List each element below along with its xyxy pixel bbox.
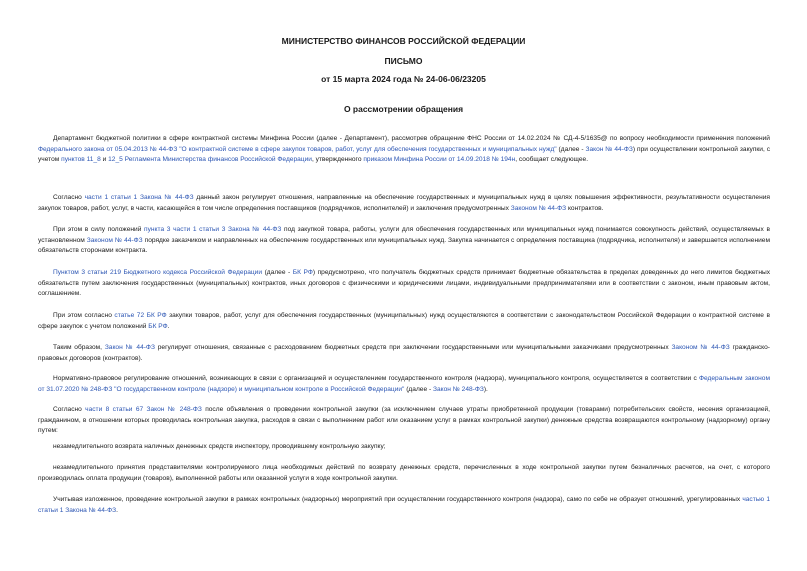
link-art72-budget-code[interactable]: статье 72 БК РФ [114,312,167,319]
paragraph-text: . [167,322,170,330]
paragraph-text: При этом согласно [53,312,115,319]
link-law-44[interactable]: Законом № 44-ФЗ [86,236,143,244]
link-reglament-12-5[interactable]: 12_5 Регламента Министерства финансов Российской Федерации [108,156,312,164]
paragraph-text: Таким образом, [53,344,105,351]
paragraph-2 [38,193,770,214]
paragraph-text: под закупкой товара, работы, услуги для обеспечения государственных или муниципальных нужд понимается совокупность действий, осуществляемых в установленном [38,226,771,244]
paragraph-6 [38,343,770,364]
paragraph-text: (далее - [262,269,293,276]
link-item3-part1-art3-law44[interactable]: пункта 3 части 1 статьи 3 Закона № 44-ФЗ [144,226,282,233]
paragraph-text: регулирует отношения, связанные с расходованием бюджетных средств при заключении государственными или муниципальными заказчиками предусмотренных [154,344,672,351]
link-item3-art219-budget-code[interactable]: Пунктом 3 статьи 219 Бюджетного кодекса Российской Федерации [53,269,263,276]
paragraph-text: закупки товаров, работ, услуг для обеспечения государственных (муниципальных) нужд осуществляются в соответствии с законодательством Российской Федерации о контрактной системе в сфере закупок с учетом положений [38,312,770,330]
paragraph-text: ). [483,385,488,393]
paragraph-text: При этом в силу положений [53,226,145,233]
link-law-44[interactable]: Закон № 44-ФЗ [104,344,155,351]
link-law-44[interactable]: Законом № 44-ФЗ [671,344,730,351]
paragraph-5 [38,311,770,332]
document-type-heading: ПИСЬМО [384,56,423,66]
paragraph-text: Учитывая изложенное, проведение контрольной закупки в рамках контрольных (надзорных) мероприятий при осуществлении государственного контроля (надзора), само по себе не образует отношений, урегулированных [53,496,743,503]
paragraph-8 [38,405,770,437]
paragraph-text: Согласно [53,406,86,413]
link-part1-art1-law44[interactable]: части 1 статьи 1 Закона № 44-ФЗ [84,194,194,201]
paragraph-11 [38,495,770,516]
paragraph-text: незамедлительного принятия представителями контролируемого лица необходимых действий по возврату денежных средств, перечисленных в ходе контрольной закупки путем безналичных расчетов, на счет, с которого производилась оплата продукции (товаров), выполненной работы или оказанной услуги в ходе контрольной закупки. [38,464,770,482]
paragraph-text: после объявления о проведении контрольной закупки (за исключением случаев утраты приобретенной продукции (товарами) потребительских свойств, несения организацией, гражданином, в отношении которых проводилась контрольная закупка, расходов в связи с выполнением работ или оказанием услуг в рамках контрольной закупки) денежные средства возвращаются контрольному (надзорному) органу путем: [38,406,771,435]
paragraph-text: (далее - [556,145,586,153]
paragraph-7 [38,374,770,395]
paragraph-text: и [100,156,109,164]
link-budget-code[interactable]: БК РФ [148,322,168,330]
link-budget-code[interactable]: БК РФ [292,269,313,276]
paragraph-4 [38,268,770,300]
paragraph-text: , утвержденного [311,156,364,164]
paragraph-text: гражданско-правовых договоров (контрактов). [38,344,771,362]
paragraph-text: , сообщает следующее. [515,156,589,164]
link-law-44[interactable]: Закон № 44-ФЗ [585,145,633,153]
paragraph-text: данный закон регулирует отношения, направленные на обеспечение государственных и муниципальных нужд в целях повышения эффективности, результативности осуществления закупок товаров, работ, услуг, в части, касающейся в том числе определения поставщиков (подрядчиков, исполнителей) и заключения предусмотренных [38,194,770,212]
paragraph-text: порядке заказчиком и направленных на обеспечение государственных или муниципальных нужд. Закупка начинается с определения поставщика (подрядчика, исполнителя) и завершается исполнением обязательств сторонами контракта. [38,236,770,255]
link-law-44[interactable]: Законом № 44-ФЗ [510,204,567,212]
paragraph-text: Нормативно-правовое регулирование отношений, возникающих в связи с организацией и осуществлением государственного контроля (надзора), муниципального контроля, осуществляется в соответствии с [53,375,699,382]
paragraph-text: (далее - [404,385,433,393]
link-federal-law-248[interactable]: Федеральным законом от 31.07.2020 № 248-ФЗ "О государственном контроле (надзоре) и муниципальном контроле в Российской Федерации" [38,375,770,393]
paragraph-text: Департамент бюджетной политики в сфере контрактной системы Минфина России (далее - Департамент), рассмотрев обращение ФНС России от 14.02.2024 № СД-4-5/1635@ по вопросу необходимости применения положений [53,135,770,142]
paragraph-text: незамедлительного возврата наличных денежных средств инспектору, проводившему контрольную закупку; [53,443,386,450]
link-part1-art1-law44[interactable]: частью 1 статьи 1 Закона № 44-ФЗ [38,496,770,514]
link-law-248[interactable]: Закон № 248-ФЗ [433,385,484,393]
document-date-number: от 15 марта 2024 года № 24-06-06/23205 [321,74,486,84]
ministry-heading: МИНИСТЕРСТВО ФИНАНСОВ РОССИЙСКОЙ ФЕДЕРАЦИИ [281,36,526,46]
link-part8-art67-law248[interactable]: части 8 статьи 67 Закон № 248-ФЗ [85,406,202,413]
paragraph-text: контрактов. [566,204,604,212]
paragraph-1 [38,134,770,166]
link-item-11-8[interactable]: пунктов 11_8 [61,156,101,164]
paragraph-9 [38,442,770,453]
paragraph-text: . [116,506,118,514]
paragraph-text: ) предусмотрено, что получатель бюджетных средств принимает бюджетные обязательства в пределах доведенных до него лимитов бюджетных обязательств путем заключения государственных (муниципальных) контрактов, иных договоров с физическими и юридическими лицами, индивидуальными предпринимателями или в соответствии с законом, иным правовым актом, соглашением. [38,269,771,298]
paragraph-10 [38,463,770,484]
link-federal-law-44[interactable]: Федерального закона от 05.04.2013 № 44-ФЗ "О контрактной системе в сфере закупок товаров, работ, услуг для обеспечения государственных и муниципальных нужд" [38,145,557,153]
paragraph-text: ) при осуществлении контрольной закупки, с учетом [38,145,770,164]
paragraph-text: Согласно [53,194,85,201]
paragraph-3 [38,225,770,257]
link-order-194n[interactable]: приказом Минфина России от 14.09.2018 № 194н [363,156,516,164]
document-subject: О рассмотрении обращения [343,104,464,114]
